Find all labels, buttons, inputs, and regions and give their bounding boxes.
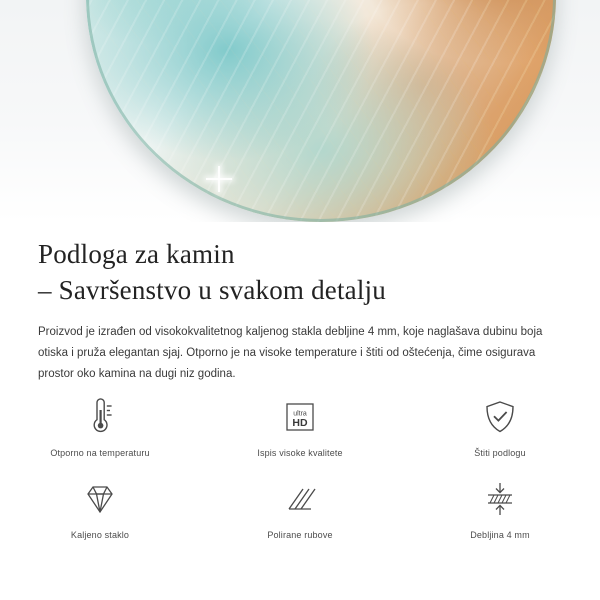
shield-check-icon [482,394,518,440]
feature-item-thickness [400,476,600,540]
feature-item-protection [400,394,600,458]
feature-label: Polirane rubove [267,530,333,540]
polished-edges-icon [281,476,319,522]
glass-board-image [86,0,556,222]
svg-text:ultra: ultra [293,410,307,418]
feature-grid [0,394,600,540]
hero-image [0,0,600,222]
diamond-icon [81,476,119,522]
page-title [0,222,600,308]
feature-label: Ispis visoke kvalitete [257,448,343,458]
feature-label: Otporno na temperaturu [50,448,150,458]
glass-gloss [86,0,556,222]
thickness-arrows-icon [481,476,519,522]
feature-label: Štiti podlogu [474,448,526,458]
svg-text:HD: HD [292,417,308,429]
feature-label: Debljina 4 mm [470,530,530,540]
ultra-hd-icon [280,394,320,440]
thermometer-icon [83,394,117,440]
headline-line-1: Podloga za kamin [38,239,235,269]
feature-item-print-quality [200,394,400,458]
feature-item-tempered-glass [0,476,200,540]
feature-label: Kaljeno staklo [70,530,130,540]
feature-item-polished-edges [200,476,400,540]
description-paragraph: Proizvod je izrađen od visokokvalitetnog kaljenog stakla debljine 4 mm, koje naglašava dubinu boja otiska i pruža elegantan sjaj. Otporno je na visoke temperature i štiti od oštećenja, čime osigurava prostor oko kamina na dugi niz godina. [38,326,543,380]
text-content [0,222,600,385]
headline-line-2: – Savršenstvo u svakom detalju [38,275,386,305]
feature-item-temperature [0,394,200,458]
